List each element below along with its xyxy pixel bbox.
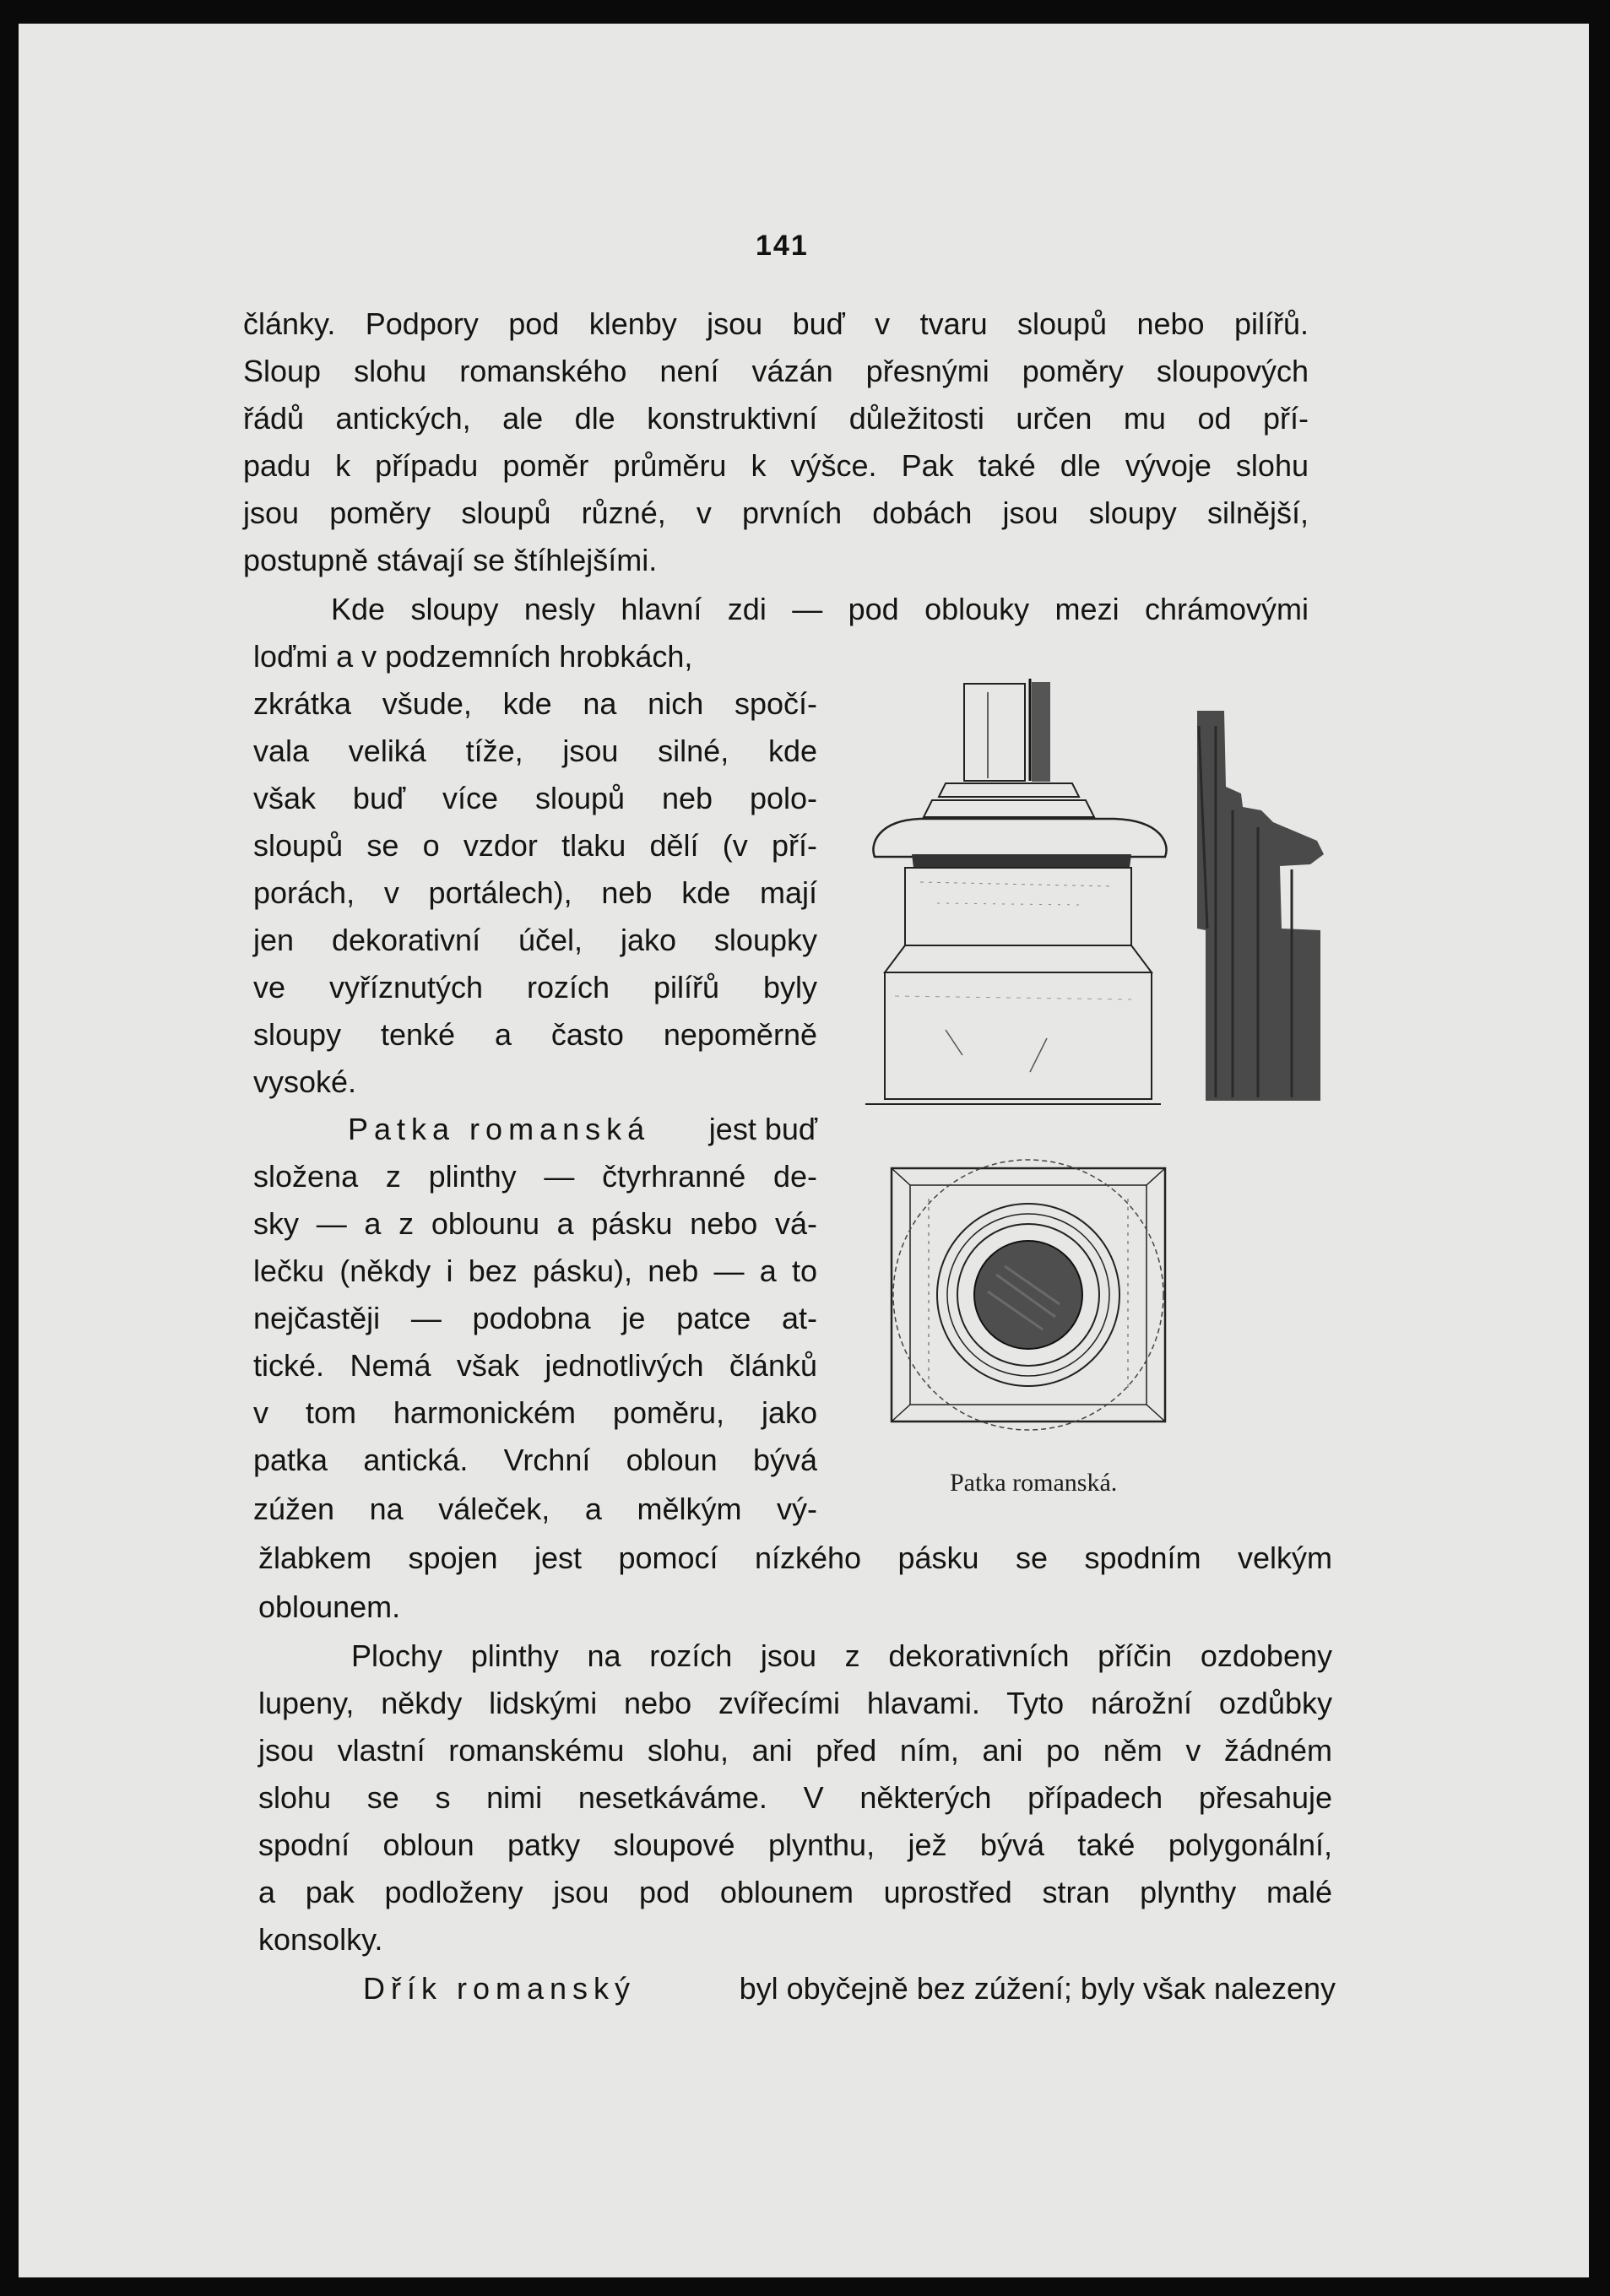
text-fragment: jest buď — [708, 1112, 817, 1146]
text-line: a pak podloženy jsou pod oblounem uprostřed stran plynthy malé — [258, 1875, 1332, 1909]
column-shaft — [964, 684, 1025, 781]
text-line: složena z plinthy — čtyrhranné de- — [253, 1159, 817, 1194]
text-line — [348, 1111, 817, 1148]
text-line: Kde sloupy nesly hlavní zdi — pod oblouky mezi chrámovými — [331, 592, 1309, 626]
column-base-elevation-figure — [861, 675, 1334, 1114]
text-line: lečku (někdy i bez pásku), neb — a to — [253, 1254, 817, 1288]
lower-ring — [924, 800, 1094, 817]
text-line: jsou poměry sloupů různé, v prvních dobách jsou sloupy silnější, — [243, 495, 1309, 530]
plinth-upper — [905, 868, 1131, 945]
page-number: 141 — [756, 230, 809, 262]
text-line: konsolky. — [258, 1922, 383, 1957]
text-line: tické. Nemá však jednotlivých článků — [253, 1348, 817, 1383]
text-line: lupeny, někdy lidskými nebo zvířecími hlavami. Tyto nárožní ozdůbky — [258, 1686, 1332, 1720]
text-line — [363, 1970, 1336, 2007]
text-line: články. Podpory pod klenby jsou buď v tvaru sloupů nebo pilířů. — [243, 306, 1309, 341]
text-line: sloupů se o vzdor tlaku dělí (v pří- — [253, 828, 817, 863]
text-fragment: byl obyčejně bez zúžení; byly však nalezeny — [739, 1971, 1336, 2006]
text-line: žlabkem spojen jest pomocí nízkého pásku se spodním velkým — [258, 1541, 1332, 1575]
text-line: sky — a z oblounu a pásku nebo vá- — [253, 1206, 817, 1241]
text-line: zkrátka všude, kde na nich spočí- — [253, 686, 817, 721]
text-line: jen dekorativní účel, jako sloupky — [253, 923, 817, 957]
spaced-term-drik: Dřík romanský — [363, 1971, 637, 2006]
text-line: padu k případu poměr průměru k výšce. Pak také dle vývoje slohu — [243, 448, 1309, 483]
text-line: Sloup slohu romanského není vázán přesnými poměry sloupových — [243, 354, 1309, 388]
text-line: nejčastěji — podobna je patce at- — [253, 1301, 817, 1335]
text-line: však buď více sloupů neb polo- — [253, 781, 817, 815]
figure-caption: Patka romanská. — [950, 1469, 1118, 1497]
text-line: jsou vlastní romanskému slohu, ani před ním, ani po něm v žádném — [258, 1733, 1332, 1768]
upper-ring — [939, 783, 1079, 797]
text-line: sloupy tenké a často nepoměrně — [253, 1017, 817, 1052]
text-line: vala veliká tíže, jsou silné, kde — [253, 734, 817, 768]
text-line: postupně stávají se štíhlejšími. — [243, 543, 658, 577]
plinth-lower — [885, 972, 1152, 1099]
column-base-plan-figure — [870, 1148, 1190, 1443]
text-line: porách, v portálech), neb kde mají — [253, 875, 817, 910]
text-line: spodní obloun patky sloupové plynthu, jež bývá také polygonální, — [258, 1828, 1332, 1862]
torus-shadow — [912, 854, 1131, 868]
shaft-shadow — [1032, 682, 1050, 782]
plinth-chamfer — [885, 945, 1152, 972]
text-line: v tom harmonickém poměru, jako — [253, 1395, 817, 1430]
text-line: zúžen na váleček, a mělkým vý- — [253, 1492, 817, 1526]
text-line: loďmi a v podzemních hrobkách, — [253, 639, 693, 674]
text-line: oblounem. — [258, 1589, 401, 1624]
spaced-term-patka: Patka romanská — [348, 1112, 651, 1146]
torus — [873, 819, 1166, 857]
text-line: ve vyříznutých rozích pilířů byly — [253, 970, 817, 1004]
text-line: řádů antických, ale dle konstruktivní důležitosti určen mu od pří- — [243, 401, 1309, 436]
text-line: slohu se s nimi nesetkáváme. V některých případech přesahuje — [258, 1780, 1332, 1815]
text-line: Plochy plinthy na rozích jsou z dekorativních příčin ozdobeny — [351, 1638, 1332, 1673]
text-line: patka antická. Vrchní obloun bývá — [253, 1443, 817, 1477]
text-line: vysoké. — [253, 1064, 357, 1099]
